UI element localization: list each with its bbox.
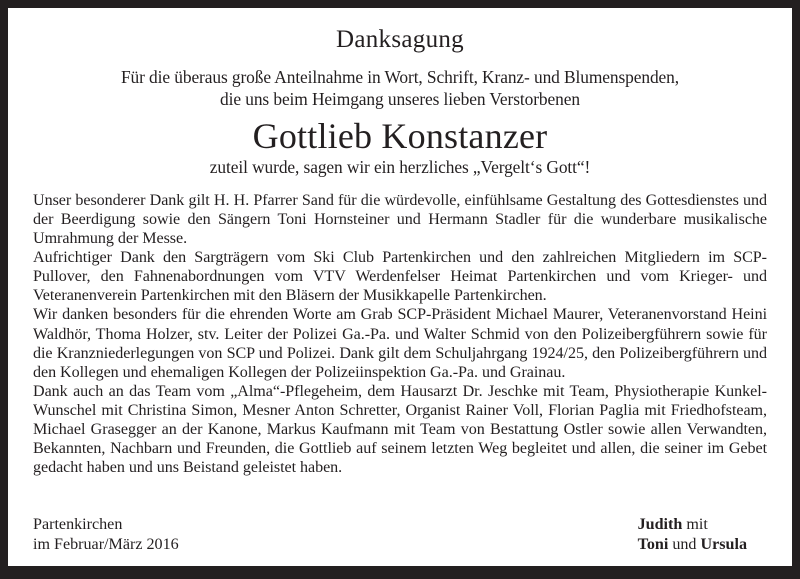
deceased-name: Gottlieb Konstanzer <box>252 115 548 156</box>
lead-line-2: die uns beim Heimgang unseres lieben Verstorbenen <box>220 89 580 110</box>
page-title: Danksagung <box>336 26 464 53</box>
family-line-1-rest: mit <box>682 516 708 534</box>
body-paragraph-4: Dank auch an das Team vom „Alma“-Pflegeheim, dem Hausarzt Dr. Jeschke mit Team, Physiotherapie Kunkel-Wunschel mit Christina Simon, Mesner Anton Schretter, Organist Rainer Voll, Florian Paglia mit Friedhofsteam, Michael Grasegger an der Kanone, Markus Kaufmann mit Team von Bestattung Ostler sowie allen Verwandten, Bekannten, Nachbarn und Freunden, die Gottlieb auf seinem letzten Weg begleitet und allen, die seiner im Gebet gedacht haben und uns Beistand geleistet haben. <box>33 382 767 476</box>
family-name-judith: Judith <box>637 516 683 534</box>
closing-line: zuteil wurde, sagen wir ein herzliches „Vergelt‘s Gott“! <box>209 156 591 177</box>
lead-text <box>33 66 767 111</box>
family-name-toni: Toni <box>637 535 669 553</box>
family-line-1 <box>638 515 747 534</box>
footer-place-date <box>33 515 179 554</box>
footer <box>33 515 767 562</box>
footer-place: Partenkirchen <box>33 516 123 534</box>
family-line-2-conjunction: und <box>668 535 701 553</box>
body-text <box>33 191 767 477</box>
footer-date: im Februar/März 2016 <box>33 535 179 553</box>
body-paragraph-1: Unser besonderer Dank gilt H. H. Pfarrer Sand für die würdevolle, einfühlsame Gestaltung des Gottesdienstes und der Beerdigung sowie den Sängern Toni Hornsteiner und Hermann Stadler für die wunderbare musikalische Umrahmung der Messe. <box>33 192 767 248</box>
body-paragraph-3: Wir danken besonders für die ehrenden Worte am Grab SCP-Präsident Michael Maurer, Veteranenvorstand Heini Waldhör, Thoma Holzer, stv. Leiter der Polizei Ga.-Pa. und Walter Schmid von den Polizeibergführern sowie für die Kranzniederlegungen von SCP und Polizei. Dank gilt dem Schuljahrgang 1924/25, den Polizeibergführern und den Kollegen und ehemaligen Kollegen der Polizeiinspektion Ga.-Pa. und Grainau. <box>33 306 767 381</box>
body-paragraph-2: Aufrichtiger Dank den Sargträgern vom Ski Club Partenkirchen und den zahlreichen Mitgliedern im SCP-Pullover, den Fahnenabordnungen vom VTV Werdenfelser Heimat Partenkirchen und vom Krieger- und Veteranenverein Partenkirchen mit den Bläsern der Musikkapelle Partenkirchen. <box>33 249 767 305</box>
footer-family-names <box>638 515 767 554</box>
family-line-2 <box>638 535 747 554</box>
lead-line-1: Für die überaus große Anteilnahme in Wort, Schrift, Kranz- und Blumenspenden, <box>120 67 680 87</box>
card-content-area <box>8 8 792 566</box>
family-name-ursula: Ursula <box>700 535 747 553</box>
